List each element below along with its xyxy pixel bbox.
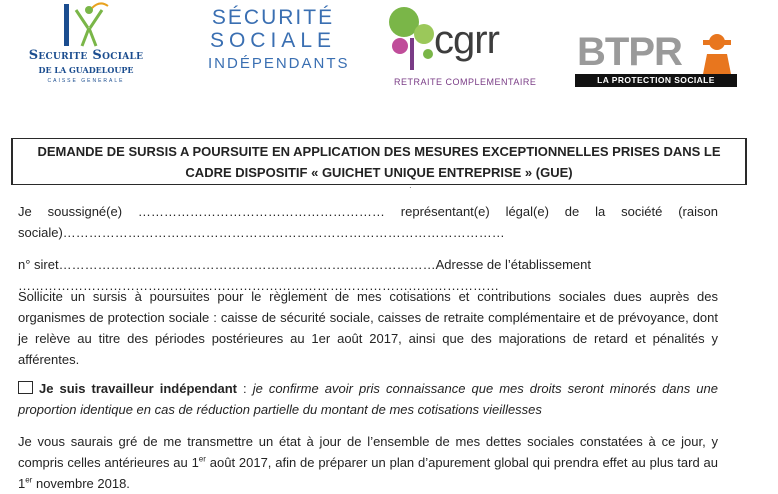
document-title-box xyxy=(11,138,747,185)
siret-label: n° siret xyxy=(18,257,59,272)
legal-text: légal(e) xyxy=(505,204,549,219)
logo-securite-sociale-guadeloupe xyxy=(6,2,166,94)
independant-checkbox[interactable] xyxy=(18,381,33,394)
independant-colon: : xyxy=(237,381,253,396)
independant-label: Je suis travailleur indépendant xyxy=(39,381,238,396)
logo-bar xyxy=(0,0,778,100)
logo1-title: Securite Sociale xyxy=(28,48,144,63)
la-text: la xyxy=(595,204,606,219)
logo2-line3: INDÉPENDANTS xyxy=(208,55,350,72)
worker-icon xyxy=(697,30,737,74)
soussigne-text: soussigné(e) xyxy=(47,204,123,219)
representant-text: représentant(e) xyxy=(400,204,490,219)
company-field-dots[interactable]: sociale)………………………………………………………………………………………… xyxy=(18,225,505,240)
logo-securite-sociale-independants xyxy=(208,6,350,96)
de-text: de xyxy=(564,204,580,219)
societe-text: société xyxy=(621,204,663,219)
form-line-sociale xyxy=(18,222,718,243)
logo4-brand: BTPR xyxy=(577,30,682,74)
paragraph-sollicite: Sollicite un sursis à poursuites pour le règlement de mes cotisations et contributions sociales dues auprès des organismes de protection sociale : caisse de sécurité sociale, caisses de retraite complémentaire et de prévoyance, dont je relève au titre des périodes postérieures au 1er août 2017, ainsi que des majorations de retard et pénalités y afférentes. xyxy=(18,289,718,367)
logo1-subtitle: DE LA GUADELOUPE xyxy=(38,65,134,75)
transmettre-sup1: er xyxy=(198,454,206,464)
siret-field-dots[interactable]: …………………………………………………………………………… xyxy=(58,257,436,272)
logo1-caption: CAISSE GENERALE xyxy=(47,78,125,84)
logo3-subtitle: RETRAITE COMPLEMENTAIRE xyxy=(394,77,537,87)
person-figure-icon xyxy=(6,2,166,48)
je-text: Je xyxy=(18,204,32,219)
independant-text: je confirme avoir pris connaissance que mes droits seront minorés dans une proportion identique en cas de réduction partielle du montant de mes cotisations vieillesses xyxy=(18,381,718,417)
document-title-line2: CADRE DISPOSITIF « GUICHET UNIQUE ENTREPRISE » (GUE) xyxy=(185,165,573,180)
form-line-soussigne xyxy=(18,201,718,222)
logo2-line2: SOCIALE xyxy=(209,29,337,52)
transmettre-part2: août 2017, afin de préparer un plan d’apurement global qui prendra effet au plus tard au 1 xyxy=(18,455,718,491)
logo-cgrr xyxy=(378,4,538,96)
name-field-dots[interactable]: ………………………………………………… xyxy=(137,204,385,219)
paragraph-independant xyxy=(18,378,718,420)
adresse-field-dots[interactable]: ………………………………………………………………………………………………… xyxy=(18,278,499,293)
transmettre-part3: novembre 2018. xyxy=(32,476,130,491)
scan-dot: · xyxy=(409,183,412,192)
raison-text: (raison xyxy=(678,204,718,219)
transmettre-sup2: er xyxy=(25,475,33,485)
document-title-line1: DEMANDE DE SURSIS A POURSUITE EN APPLICATION DES MESURES EXCEPTIONNELLES PRISES DANS LE xyxy=(37,144,721,159)
logo3-brand: cgrr xyxy=(434,18,499,62)
logo4-subtitle: LA PROTECTION SOCIALE xyxy=(597,75,715,85)
paragraph-transmettre xyxy=(18,431,718,494)
adresse-label: Adresse de l’établissement xyxy=(435,257,591,272)
transmettre-part1: Je vous saurais gré de me transmettre un état à jour de l’ensemble de mes dettes sociales constatées à ce jour, y compris celles antérieures au 1 xyxy=(18,434,718,470)
logo2-line1: SÉCURITÉ xyxy=(211,6,335,29)
logo-btp-prevoyance xyxy=(575,30,737,88)
